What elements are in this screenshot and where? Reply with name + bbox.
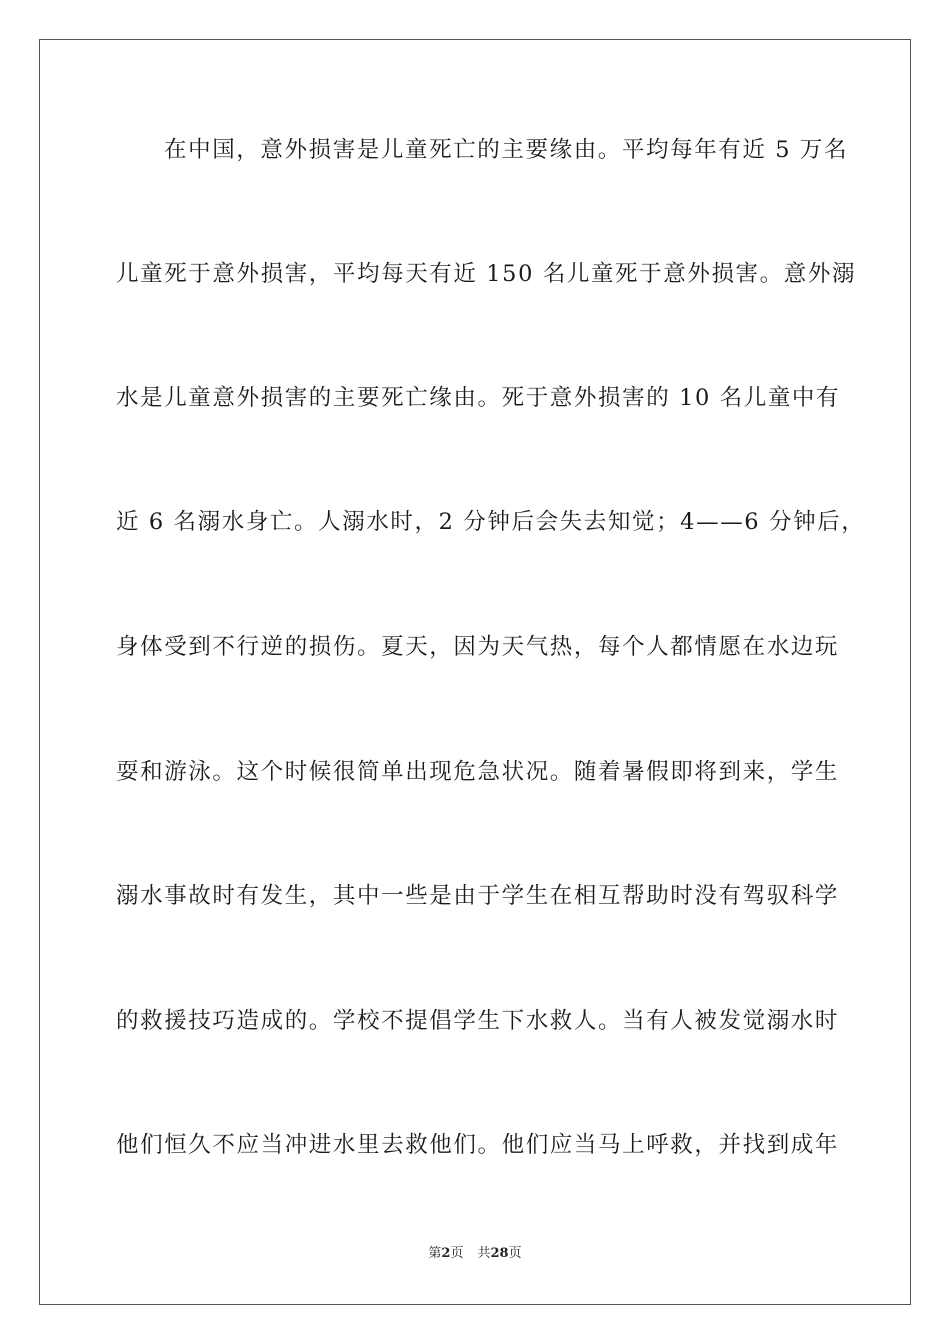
page-number: 2 xyxy=(441,1246,451,1261)
total-pages: 28 xyxy=(490,1246,509,1261)
text-line-8: 的救援技巧造成的。学校不提倡学生下水救人。当有人被发觉溺水时 xyxy=(116,1008,840,1034)
text-line-4: 近 6 名溺水身亡。人溺水时，2 分钟后会失去知觉；4——6 分钟后， xyxy=(116,509,866,535)
total-label-prefix: 共 xyxy=(477,1246,491,1261)
page-label-suffix: 页 xyxy=(450,1246,464,1261)
text-line-6: 耍和游泳。这个时候很简单出现危急状况。随着暑假即将到来，学生 xyxy=(116,759,840,785)
text-line-3: 水是儿童意外损害的主要死亡缘由。死于意外损害的 10 名儿童中有 xyxy=(116,385,841,411)
total-label-suffix: 页 xyxy=(508,1246,522,1261)
page-label-prefix: 第 xyxy=(428,1246,442,1261)
text-line-5: 身体受到不行逆的损伤。夏天，因为天气热，每个人都情愿在水边玩 xyxy=(116,634,840,660)
text-line-9: 他们恒久不应当冲进水里去救他们。他们应当马上呼救，并找到成年 xyxy=(116,1132,840,1158)
text-line-1: 在中国，意外损害是儿童死亡的主要缘由。平均每年有近 5 万名 xyxy=(164,137,849,163)
page-footer xyxy=(0,1245,950,1263)
text-line-7: 溺水事故时有发生，其中一些是由于学生在相互帮助时没有驾驭科学 xyxy=(116,883,840,909)
text-line-2: 儿童死于意外损害，平均每天有近 150 名儿童死于意外损害。意外溺 xyxy=(116,261,857,287)
page-border xyxy=(39,39,911,1305)
